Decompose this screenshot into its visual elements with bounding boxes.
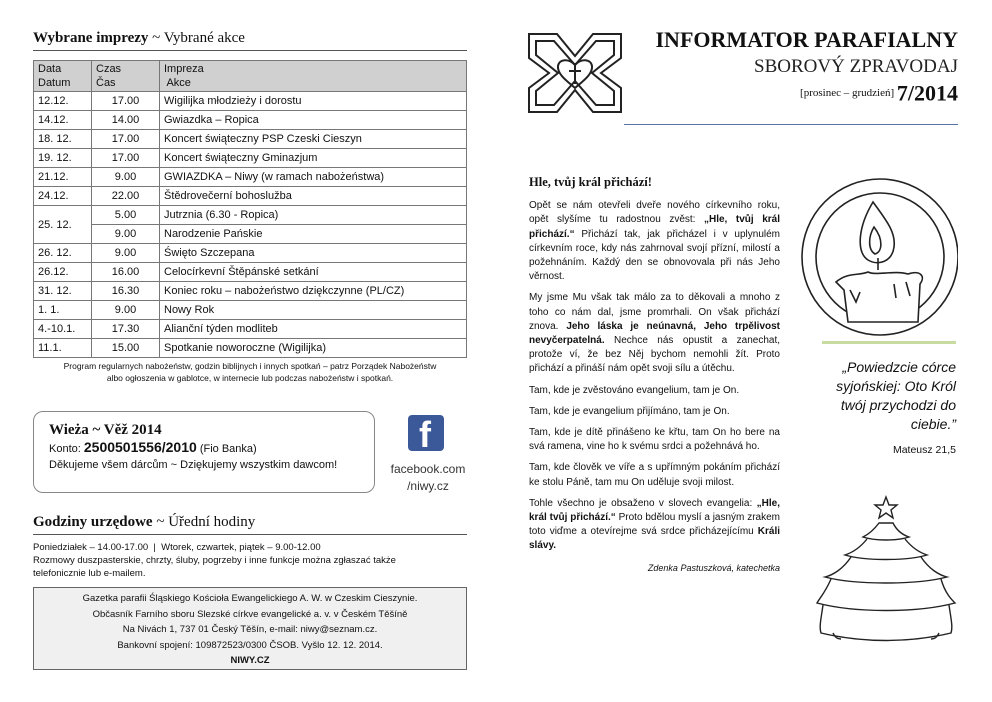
table-row [34,187,467,206]
time-cell: 9.00 [92,301,160,320]
date-cell: 25. 12. [34,206,92,244]
article [529,175,780,575]
col-time: Czas Čas [92,61,160,92]
article-paragraph: My jsme Mu však tak málo za to děkovali a mnoho z toho co nám dal, jsme promrhali. On však přichází znova. Jeho láska je neúnavná, Jeho trpělivost nevyčerpatelná. Nechce nás opustit a zanechat, protože ví, že bez Něj bychom nemohli žít. Proto přichází a přináší nám opět svoji sílu a útěchu. [529,292,781,375]
issue-line [624,80,958,106]
table-row [34,320,467,339]
time-cell: 17.00 [92,149,160,168]
events-note [33,360,467,384]
facebook-link-line: /niwy.cz [407,479,449,493]
events-note-line: Program regularnych nabożeństw, godzin biblijnych i innych spotkań – patrz Porządek Nabożeństw [63,361,437,371]
christmas-tree-illustration [815,495,957,645]
time-cell: 14.00 [92,111,160,130]
event-cell: Alianční týden modliteb [160,320,467,339]
article-paragraph: Tam, kde je dítě přinášeno ke křtu, tam On ho bere na svá ramena, vine ho k svému srdci a požehnává ho. [529,427,780,453]
time-cell: 22.00 [92,187,160,206]
hours-heading [33,514,467,535]
events-table-header [34,61,467,92]
table-row [34,130,467,149]
event-cell: Štědrovečerní bohoslužba [160,187,467,206]
time-cell: 17.30 [92,320,160,339]
tower-account-line [49,439,359,457]
event-cell: Spotkanie noworoczne (Wigilijka) [160,339,467,358]
time-cell: 17.00 [92,130,160,149]
hours-text [33,541,467,580]
events-title-separator: ~ [148,30,164,46]
table-row [34,225,467,244]
date-cell: 12.12. [34,92,92,111]
event-cell: Nowy Rok [160,301,467,320]
date-cell: 18. 12. [34,130,92,149]
date-cell: 26.12. [34,263,92,282]
date-cell: 21.12. [34,168,92,187]
table-row [34,168,467,187]
table-row [34,149,467,168]
date-cell: 24.12. [34,187,92,206]
time-cell: 9.00 [92,244,160,263]
table-row [34,92,467,111]
article-signature: Zdenka Pastuszková, katechetka [647,562,780,573]
bank-name: (Fio Banka) [199,443,257,455]
imprint-line: Bankovní spojení: 109872523/0300 ČSOB. Vyšlo 12. 12. 2014. [117,639,383,651]
imprint-line: Gazetka parafii Śląskiego Kościoła Ewangelickiego A. W. w Czeskim Cieszynie. [82,593,418,604]
account-number: 2500501556/2010 [83,439,197,455]
event-cell: Gwiazdka – Ropica [160,111,467,130]
hours-title-separator: ~ [152,514,169,530]
hours-title: Godziny urzędowe [33,514,153,530]
facebook-icon[interactable]: f [408,415,444,451]
time-cell: 17.00 [92,92,160,111]
event-cell: Święto Szczepana [160,244,467,263]
event-cell: GWIAZDKA – Niwy (w ramach nabożeństwa) [160,168,467,187]
hours-line: Poniedziałek – 14.00-17.00 | Wtorek, czwartek, piątek – 9.00-12.00 [33,542,321,553]
issue-period: [prosinec – grudzień] [800,87,895,99]
time-cell: 16.30 [92,282,160,301]
col-date: Data Datum [34,61,92,92]
table-row [34,263,467,282]
events-section [33,30,467,384]
imprint-website[interactable]: NIWY.CZ [230,655,270,666]
event-cell: Narodzenie Pańskie [160,225,467,244]
date-cell: 14.12. [34,111,92,130]
date-cell: 19. 12. [34,149,92,168]
imprint-line: Občasník Farního sboru Slezské církve evangelické a. v. v Českém Těšíně [92,608,408,620]
tower-thanks: Děkujeme všem dárcům ~ Dziękujemy wszystkim dawcom! [49,459,338,471]
cross-heart-logo [527,32,623,114]
date-cell: 4.-10.1. [34,320,92,339]
konto-label: Konto: [49,443,81,455]
date-cell: 26. 12. [34,244,92,263]
masthead [624,26,958,106]
date-cell: 1. 1. [34,301,92,320]
table-row [34,244,467,263]
table-row [34,301,467,320]
table-row [34,282,467,301]
time-cell: 9.00 [92,225,160,244]
time-cell: 5.00 [92,206,160,225]
events-subtitle: Vybrané akce [163,30,245,46]
events-heading [33,30,467,51]
facebook-link-line: facebook.com [390,462,466,476]
masthead-divider [624,124,958,125]
quote-source: Mateusz 21,5 [892,444,956,456]
date-cell: 31. 12. [34,282,92,301]
candle-illustration [798,172,958,337]
article-paragraph: Tohle všechno je obsaženo v slovech evangelia: „Hle, král tvůj přichází.“ Proto bdělou myslí a jasným zrakem toto viďme a otevírejme svá srdce přicházejícímu Králi slávy. [529,497,780,552]
event-cell: Celocírkevní Štěpánské setkání [160,263,467,282]
hours-subtitle: Úřední hodiny [168,514,256,530]
tower-title: Wieża ~ Věž 2014 [49,422,162,438]
events-table [33,60,467,358]
imprint-box [33,587,467,670]
event-cell: Koncert świąteczny PSP Czeski Cieszyn [160,130,467,149]
event-cell: Koniec roku – nabożeństwo dziękczynne (PL/CZ) [160,282,467,301]
article-paragraph: Opět se nám otevřeli dveře nového církevního roku, opět slyšíme tu radostnou zvěst: „Hle, tvůj král přichází.“ Přichází tak, jak přicházel i v uplynulém církevním roce, kdy nás zahrnoval svojí přízní, milostí a požehnáním. Každý den se obnovovala při nás Jeho věrnost. [529,200,780,283]
col-event: Impreza Akce [160,61,467,92]
tower-donation-box [33,411,375,493]
newsletter-title: INFORMATOR PARAFIALNY [655,27,958,52]
office-hours-section [33,514,467,580]
article-paragraph: Tam, kde člověk ve víře a s upřímným pokáním přichází ke stolu Páně, tam mu On uděluje svoji milost. [529,462,780,488]
time-cell: 16.00 [92,263,160,282]
hours-line: telefonicznie lub e-mailem. [33,568,146,579]
events-title: Wybrane imprezy [33,30,149,46]
article-title: Hle, tvůj král přichází! [529,175,652,189]
article-paragraph: Tam, kde je zvěstováno evangelium, tam je On. [529,384,740,396]
date-cell: 11.1. [34,339,92,358]
issue-number: 7/2014 [896,80,958,106]
quote-text: „Powiedzcie córce syjońskiej: Oto Król twój przychodzi do ciebie.” [836,359,956,432]
event-cell: Wigilijka młodzieży i dorostu [160,92,467,111]
article-paragraph: Tam, kde je evangelium přijímáno, tam je On. [529,405,730,417]
events-note-line: albo ogłoszenia w gablotce, w internecie lub podczas nabożeństw i spotkań. [106,373,394,383]
bible-quote [822,341,956,456]
imprint-line: Na Nivách 1, 737 01 Český Těšín, e-mail: niwy@seznam.cz. [122,624,378,635]
hours-line: Rozmowy duszpasterskie, chrzty, śluby, pogrzeby i inne funkcje można zgłaszać także [33,555,396,566]
table-row [34,339,467,358]
table-row [34,111,467,130]
time-cell: 9.00 [92,168,160,187]
facebook-link[interactable] [385,461,471,495]
time-cell: 15.00 [92,339,160,358]
event-cell: Jutrznia (6.30 - Ropica) [160,206,467,225]
event-cell: Koncert świąteczny Gminazjum [160,149,467,168]
newsletter-subtitle: SBOROVÝ ZPRAVODAJ [754,56,958,77]
table-row [34,206,467,225]
